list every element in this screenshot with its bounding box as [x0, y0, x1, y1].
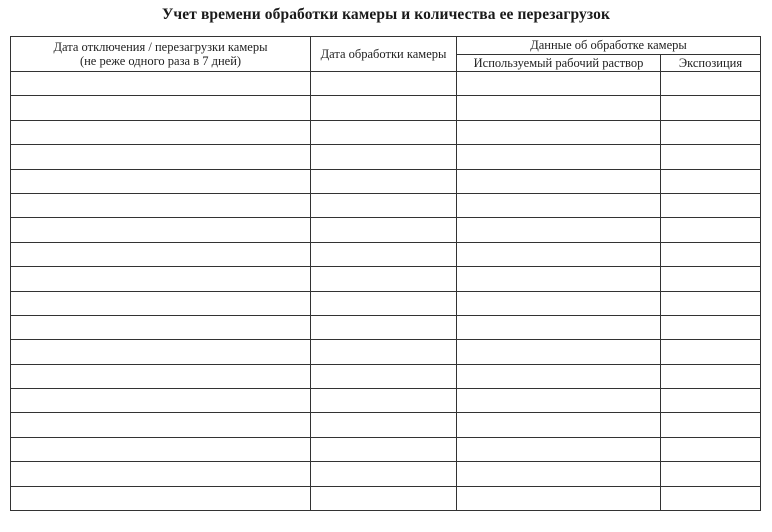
cell-treatment-date[interactable]	[311, 486, 457, 510]
cell-treatment-date[interactable]	[311, 291, 457, 315]
cell-shutdown-date[interactable]	[11, 462, 311, 486]
cell-shutdown-date[interactable]	[11, 120, 311, 144]
cell-working-solution[interactable]	[457, 169, 661, 193]
cell-exposure[interactable]	[661, 242, 761, 266]
cell-treatment-date[interactable]	[311, 389, 457, 413]
cell-shutdown-date[interactable]	[11, 486, 311, 510]
cell-treatment-date[interactable]	[311, 462, 457, 486]
table-row	[11, 193, 761, 217]
table-row	[11, 267, 761, 291]
table-row	[11, 291, 761, 315]
cell-shutdown-date[interactable]	[11, 218, 311, 242]
cell-exposure[interactable]	[661, 145, 761, 169]
table-row	[11, 96, 761, 120]
cell-exposure[interactable]	[661, 193, 761, 217]
cell-exposure[interactable]	[661, 340, 761, 364]
cell-shutdown-date[interactable]	[11, 364, 311, 388]
cell-exposure[interactable]	[661, 486, 761, 510]
table-row	[11, 437, 761, 461]
cell-working-solution[interactable]	[457, 340, 661, 364]
cell-working-solution[interactable]	[457, 96, 661, 120]
table-row	[11, 462, 761, 486]
cell-shutdown-date[interactable]	[11, 437, 311, 461]
page-title: Учет времени обработки камеры и количества ее перезагрузок	[161, 6, 611, 23]
table-row	[11, 218, 761, 242]
table-row	[11, 72, 761, 96]
header-treatment-data-group: Данные об обработке камеры	[457, 37, 761, 55]
cell-treatment-date[interactable]	[311, 340, 457, 364]
cell-working-solution[interactable]	[457, 193, 661, 217]
treatment-log-table	[10, 36, 761, 511]
header-row-top	[11, 37, 761, 55]
cell-treatment-date[interactable]	[311, 169, 457, 193]
cell-shutdown-date[interactable]	[11, 242, 311, 266]
cell-working-solution[interactable]	[457, 462, 661, 486]
header-exposure: Экспозиция	[661, 54, 761, 72]
cell-shutdown-date[interactable]	[11, 340, 311, 364]
cell-shutdown-date[interactable]	[11, 145, 311, 169]
cell-exposure[interactable]	[661, 437, 761, 461]
cell-working-solution[interactable]	[457, 486, 661, 510]
cell-treatment-date[interactable]	[311, 120, 457, 144]
cell-treatment-date[interactable]	[311, 242, 457, 266]
cell-shutdown-date[interactable]	[11, 193, 311, 217]
cell-treatment-date[interactable]	[311, 437, 457, 461]
cell-exposure[interactable]	[661, 364, 761, 388]
cell-exposure[interactable]	[661, 291, 761, 315]
cell-working-solution[interactable]	[457, 389, 661, 413]
cell-treatment-date[interactable]	[311, 364, 457, 388]
cell-treatment-date[interactable]	[311, 267, 457, 291]
cell-exposure[interactable]	[661, 267, 761, 291]
header-shutdown-date-note: (не реже одного раза в 7 дней)	[79, 54, 242, 68]
cell-exposure[interactable]	[661, 169, 761, 193]
cell-working-solution[interactable]	[457, 120, 661, 144]
cell-treatment-date[interactable]	[311, 193, 457, 217]
table-row	[11, 120, 761, 144]
cell-working-solution[interactable]	[457, 437, 661, 461]
table-row	[11, 242, 761, 266]
table-row	[11, 169, 761, 193]
cell-treatment-date[interactable]	[311, 315, 457, 339]
cell-shutdown-date[interactable]	[11, 291, 311, 315]
cell-treatment-date[interactable]	[311, 96, 457, 120]
cell-exposure[interactable]	[661, 413, 761, 437]
cell-shutdown-date[interactable]	[11, 169, 311, 193]
cell-shutdown-date[interactable]	[11, 389, 311, 413]
cell-working-solution[interactable]	[457, 218, 661, 242]
cell-shutdown-date[interactable]	[11, 96, 311, 120]
cell-shutdown-date[interactable]	[11, 72, 311, 96]
cell-exposure[interactable]	[661, 218, 761, 242]
header-shutdown-date-title: Дата отключения / перезагрузки камеры	[53, 40, 268, 54]
cell-exposure[interactable]	[661, 389, 761, 413]
cell-working-solution[interactable]	[457, 72, 661, 96]
cell-shutdown-date[interactable]	[11, 413, 311, 437]
cell-exposure[interactable]	[661, 72, 761, 96]
cell-working-solution[interactable]	[457, 364, 661, 388]
table-row	[11, 486, 761, 510]
cell-shutdown-date[interactable]	[11, 315, 311, 339]
cell-working-solution[interactable]	[457, 291, 661, 315]
cell-exposure[interactable]	[661, 462, 761, 486]
cell-working-solution[interactable]	[457, 145, 661, 169]
table-row	[11, 315, 761, 339]
table-row	[11, 413, 761, 437]
cell-exposure[interactable]	[661, 96, 761, 120]
cell-working-solution[interactable]	[457, 242, 661, 266]
cell-working-solution[interactable]	[457, 315, 661, 339]
header-treatment-date: Дата обработки камеры	[311, 37, 457, 72]
table-row	[11, 364, 761, 388]
cell-treatment-date[interactable]	[311, 72, 457, 96]
cell-working-solution[interactable]	[457, 267, 661, 291]
header-working-solution: Используемый рабочий раствор	[457, 54, 661, 72]
cell-treatment-date[interactable]	[311, 218, 457, 242]
table-row	[11, 145, 761, 169]
cell-working-solution[interactable]	[457, 413, 661, 437]
table-row	[11, 389, 761, 413]
header-shutdown-date	[11, 37, 311, 72]
cell-exposure[interactable]	[661, 120, 761, 144]
table-body	[11, 72, 761, 511]
table-row	[11, 340, 761, 364]
cell-treatment-date[interactable]	[311, 413, 457, 437]
cell-treatment-date[interactable]	[311, 145, 457, 169]
cell-exposure[interactable]	[661, 315, 761, 339]
cell-shutdown-date[interactable]	[11, 267, 311, 291]
